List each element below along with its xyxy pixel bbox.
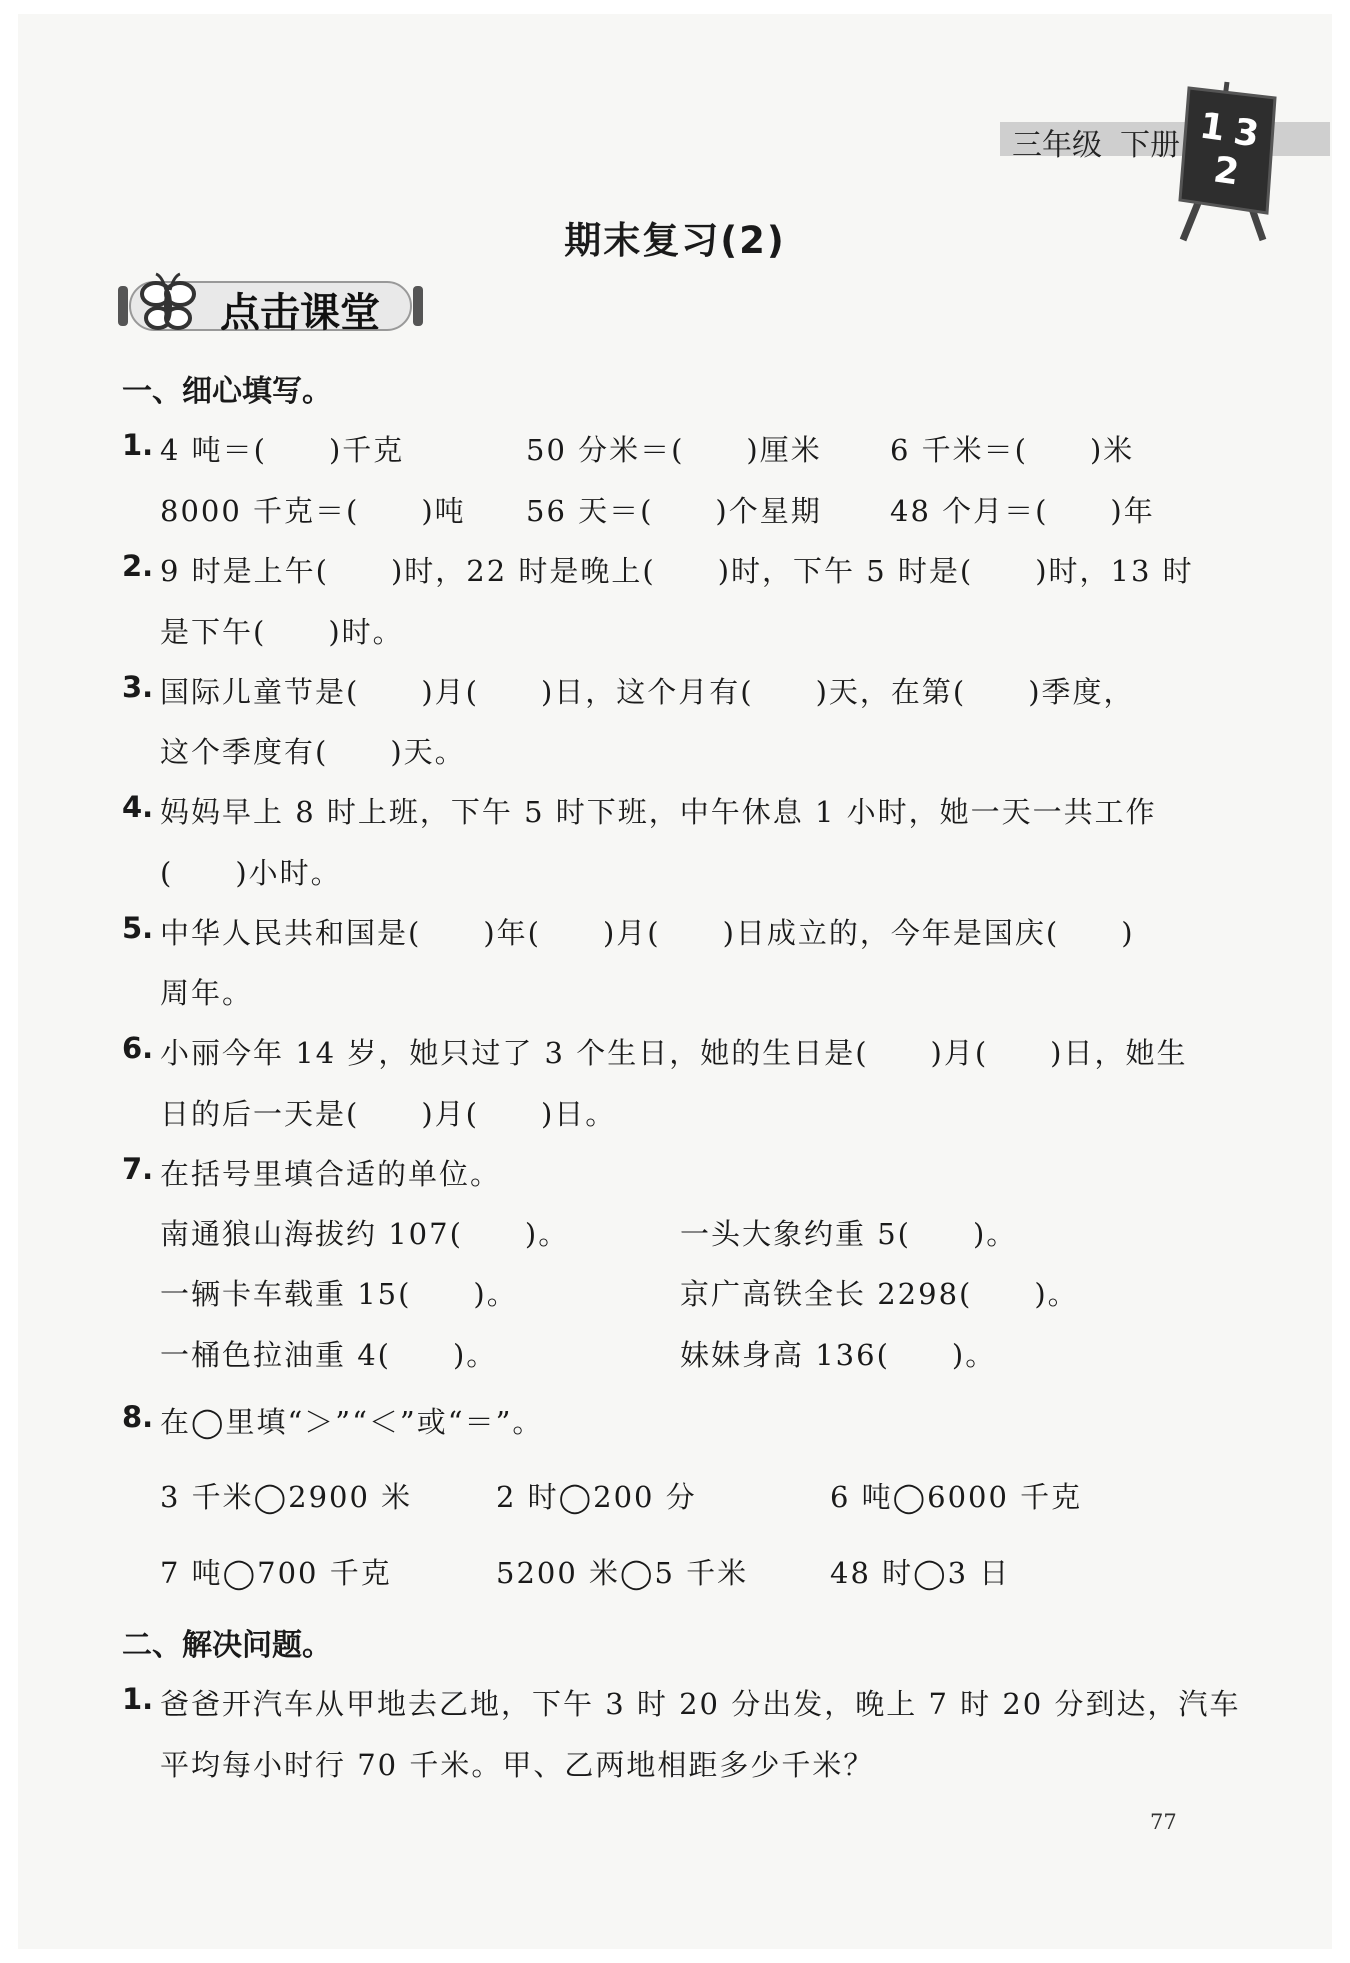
- question-number: 3.: [122, 670, 154, 704]
- question-number: 2.: [122, 549, 154, 583]
- q8-row1-item2: 2 时◯200 分: [496, 1480, 697, 1514]
- question-number: 4.: [122, 790, 154, 824]
- s2-q1-line1: 爸爸开汽车从甲地去乙地，下午 3 时 20 分出发，晚上 7 时 20 分到达，汽车: [160, 1687, 1241, 1721]
- q2-line1: 9 时是上午( )时，22 时是晚上( )时，下午 5 时是( )时，13 时: [160, 554, 1194, 588]
- volume-text: 下册: [1120, 128, 1180, 163]
- board-digit-1: 1: [1197, 105, 1228, 150]
- q2-line2: 是下午( )时。: [160, 615, 404, 649]
- q7-left-1: 南通狼山海拔约 107( )。: [160, 1217, 570, 1251]
- question-number: 1.: [122, 1682, 154, 1716]
- q6-line1: 小丽今年 14 岁，她只过了 3 个生日，她的生日是( )月( )日，她生: [160, 1036, 1188, 1070]
- q7-right-3: 妹妹身高 136( )。: [680, 1338, 997, 1372]
- q7-right-2: 京广高铁全长 2298( )。: [680, 1277, 1079, 1311]
- q7-right-1: 一头大象约重 5( )。: [680, 1217, 1018, 1251]
- q1-row2-item3: 48 个月＝( )年: [890, 494, 1155, 528]
- question-number: 6.: [122, 1031, 154, 1065]
- q8-row2-item3: 48 时◯3 日: [830, 1556, 1011, 1590]
- q8-row2-item2: 5200 米◯5 千米: [496, 1556, 749, 1590]
- grade-label: [1012, 120, 1198, 164]
- q3-line2: 这个季度有( )天。: [160, 735, 466, 769]
- question-number: 7.: [122, 1152, 154, 1186]
- board-digit-3: 2: [1210, 149, 1242, 194]
- s2-q1-line2: 平均每小时行 70 千米。甲、乙两地相距多少千米？: [160, 1748, 875, 1782]
- q8-row2-item1: 7 吨◯700 千克: [160, 1556, 392, 1590]
- q7-left-3: 一桶色拉油重 4( )。: [160, 1338, 498, 1372]
- section-heading-2: 二、解决问题。: [122, 1628, 332, 1663]
- q6-line2: 日的后一天是( )月( )日。: [160, 1097, 617, 1131]
- q1-row1-item1: 4 吨＝( )千克: [160, 433, 405, 467]
- page-title: 期末复习(2): [564, 219, 786, 262]
- q1-row2-item1: 8000 千克＝( )吨: [160, 494, 466, 528]
- grade-text: 三年级: [1012, 128, 1102, 163]
- q8-row1-item3: 6 吨◯6000 千克: [830, 1480, 1083, 1514]
- question-number: 8.: [122, 1400, 154, 1434]
- q5-line2: 周年。: [160, 976, 254, 1010]
- q7-left-2: 一辆卡车载重 15( )。: [160, 1277, 518, 1311]
- page-number: 77: [1150, 1810, 1177, 1834]
- q1-row1-item3: 6 千米＝( )米: [890, 433, 1135, 467]
- q8-text: 在◯里填“＞”“＜”或“＝”。: [160, 1405, 544, 1439]
- q5-line1: 中华人民共和国是( )年( )月( )日成立的，今年是国庆( ): [160, 916, 1135, 950]
- question-number: 1.: [122, 428, 154, 462]
- q1-row1-item2: 50 分米＝( )厘米: [526, 433, 822, 467]
- q4-line1: 妈妈早上 8 时上班，下午 5 时下班，中午休息 1 小时，她一天一共工作: [160, 795, 1157, 829]
- q3-line1: 国际儿童节是( )月( )日，这个月有( )天，在第( )季度，: [160, 675, 1135, 709]
- section-heading-1: 一、细心填写。: [122, 374, 332, 409]
- q4-line2: ( )小时。: [160, 856, 342, 890]
- banner-title: 点击课堂: [220, 290, 380, 336]
- q1-row2-item2: 56 天＝( )个星期: [526, 494, 822, 528]
- q8-row1-item1: 3 千米◯2900 米: [160, 1480, 413, 1514]
- question-number: 5.: [122, 911, 154, 945]
- board-digit-2: 3: [1230, 111, 1262, 156]
- q7-text: 在括号里填合适的单位。: [160, 1157, 502, 1191]
